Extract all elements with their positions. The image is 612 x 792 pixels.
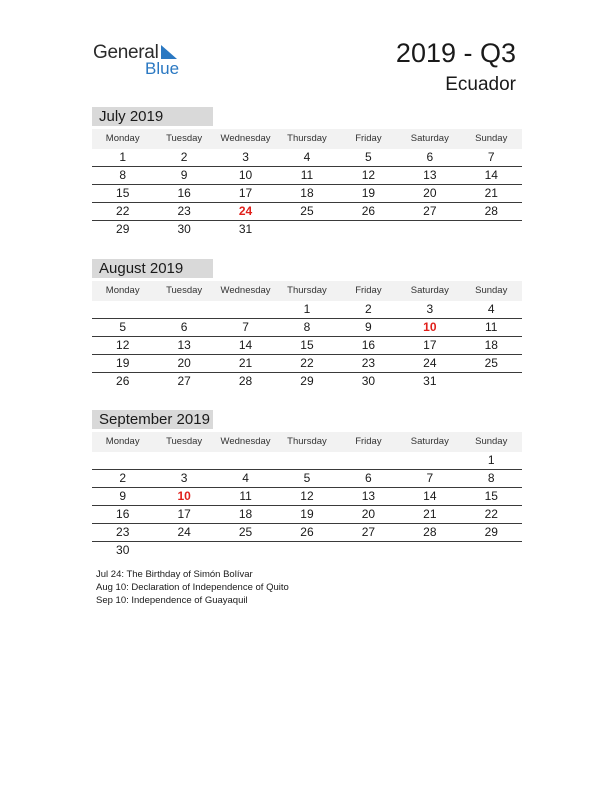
day-cell: 2 [180,150,188,164]
day-cell: 30 [361,374,376,388]
day-cell: 24 [177,525,191,539]
day-cell: 29 [300,374,314,388]
weekday-label: Wednesday [220,436,271,447]
week-row [92,149,522,167]
month-title: July 2019 [92,107,213,126]
logo-text-blue: Blue [145,59,180,78]
day-cell: 27 [423,204,437,218]
day-cell [338,221,399,238]
day-cell: 21 [238,356,253,370]
month-calendar [92,259,522,390]
day-cell: 8 [487,471,495,485]
day-cell [215,301,276,318]
day-cell: 11 [300,168,314,182]
day-cell: 18 [484,338,498,352]
day-cell: 23 [116,525,130,539]
holiday-note: Jul 24: The Birthday of Simón Bolívar [96,569,253,580]
day-cell [276,221,337,238]
day-cell: 26 [361,204,376,218]
day-cell: 6 [426,150,434,164]
holiday-day-cell: 24 [238,204,253,218]
day-cell [215,542,276,559]
page-title: 2019 - Q3 [395,38,516,68]
day-cell: 5 [119,320,127,334]
weekday-label: Tuesday [166,285,203,296]
day-cell [276,542,337,559]
weekday-label: Tuesday [166,436,203,447]
week-row [92,542,522,559]
day-cell: 31 [423,374,437,388]
day-cell: 24 [423,356,437,370]
day-cell: 22 [484,507,498,521]
day-cell: 18 [238,507,253,521]
day-cell [338,542,399,559]
day-cell: 28 [423,525,437,539]
weekday-label: Saturday [410,285,449,296]
day-cell [461,542,522,559]
day-cell [153,452,214,469]
day-cell: 4 [242,471,249,485]
day-cell [338,452,399,469]
day-cell: 3 [180,471,188,485]
day-cell: 5 [365,150,372,164]
weekday-label: Monday [105,285,140,296]
day-cell: 15 [116,186,130,200]
day-cell: 1 [487,453,495,467]
day-cell: 11 [239,489,252,503]
holiday-notes [96,568,289,607]
weekday-label: Monday [105,436,140,447]
day-cell: 6 [180,320,188,334]
week-row [92,506,522,524]
weekday-label: Saturday [410,436,449,447]
day-cell: 4 [487,302,495,316]
day-cell: 12 [361,168,376,182]
week-row [92,470,522,488]
day-cell: 20 [361,507,376,521]
week-row [92,452,522,470]
day-cell: 3 [242,150,249,164]
weekday-label: Friday [355,436,382,447]
day-cell: 9 [365,320,372,334]
day-cell: 6 [365,471,372,485]
day-cell: 28 [484,204,498,218]
day-cell: 13 [423,168,437,182]
generalblue-logo [93,40,193,80]
day-cell: 2 [365,302,372,316]
weekday-header-row [92,281,522,301]
week-row [92,319,522,337]
day-cell: 30 [116,543,130,557]
day-cell [92,452,153,469]
day-cell [461,221,522,238]
day-cell: 20 [177,356,191,370]
week-row [92,301,522,319]
day-cell: 2 [119,471,127,485]
week-row [92,185,522,203]
day-cell: 25 [238,525,253,539]
weekday-label: Friday [355,133,382,144]
week-row [92,203,522,221]
weekday-label: Thursday [287,285,327,296]
day-cell: 9 [119,489,127,503]
week-row [92,355,522,373]
day-cell: 11 [485,320,498,334]
day-cell: 22 [116,204,130,218]
weekday-label: Monday [105,133,140,144]
day-cell: 8 [119,168,127,182]
day-cell: 7 [426,471,434,485]
day-cell: 25 [484,356,498,370]
month-calendar [92,410,522,559]
weekday-label: Friday [355,285,382,296]
logo-triangle-icon [161,45,177,59]
day-cell [215,452,276,469]
day-cell: 19 [300,507,314,521]
weekday-header-row [92,432,522,452]
day-cell: 23 [361,356,376,370]
weekday-label: Sunday [475,285,508,296]
day-cell: 29 [116,222,130,236]
day-cell: 16 [116,507,130,521]
day-cell: 12 [116,338,130,352]
day-cell: 28 [238,374,253,388]
day-cell: 1 [119,150,127,164]
day-cell: 12 [300,489,314,503]
day-cell: 14 [238,338,253,352]
day-cell: 21 [423,507,437,521]
day-cell: 27 [177,374,191,388]
day-cell: 1 [303,302,311,316]
month-calendar [92,107,522,238]
day-cell: 26 [116,374,130,388]
day-cell [461,373,522,390]
day-cell: 13 [177,338,191,352]
weekday-label: Thursday [287,133,327,144]
day-cell: 10 [238,168,253,182]
day-cell: 27 [361,525,376,539]
day-cell: 5 [303,471,311,485]
weekday-label: Thursday [287,436,327,447]
day-cell: 17 [423,338,437,352]
day-cell: 30 [177,222,191,236]
day-cell: 22 [300,356,314,370]
day-cell [399,542,460,559]
week-row [92,221,522,238]
day-cell: 7 [487,150,495,164]
day-cell: 14 [423,489,437,503]
day-cell: 3 [426,302,434,316]
day-cell: 20 [423,186,437,200]
day-cell: 18 [300,186,314,200]
day-cell [399,221,460,238]
day-cell: 25 [300,204,314,218]
day-cell: 14 [484,168,498,182]
day-cell: 8 [303,320,311,334]
weekday-label: Wednesday [220,285,271,296]
weekday-label: Saturday [410,133,449,144]
day-cell: 15 [484,489,498,503]
day-cell [92,301,153,318]
logo-text-general: General [93,42,159,63]
day-cell: 16 [361,338,376,352]
holiday-note: Aug 10: Declaration of Independence of Quito [96,582,289,593]
week-row [92,337,522,355]
day-cell: 17 [177,507,191,521]
day-cell: 19 [116,356,130,370]
holiday-day-cell: 10 [423,320,437,334]
day-cell: 9 [180,168,188,182]
week-row [92,488,522,506]
month-title: August 2019 [92,259,213,278]
weekday-header-row [92,129,522,149]
day-cell: 16 [177,186,191,200]
weekday-label: Wednesday [220,133,271,144]
week-row [92,167,522,185]
day-cell: 13 [361,489,376,503]
day-cell: 31 [238,222,253,236]
month-title: September 2019 [92,410,213,429]
day-cell: 26 [300,525,314,539]
day-cell: 4 [303,150,311,164]
holiday-note: Sep 10: Independence of Guayaquil [96,595,248,606]
day-cell: 21 [484,186,498,200]
week-row [92,373,522,390]
holiday-day-cell: 10 [177,489,191,503]
day-cell [153,542,214,559]
day-cell [399,452,460,469]
day-cell [153,301,214,318]
day-cell: 15 [300,338,314,352]
day-cell: 7 [242,320,249,334]
weekday-label: Tuesday [166,133,203,144]
day-cell: 19 [361,186,376,200]
weekday-label: Sunday [475,133,508,144]
day-cell: 29 [484,525,498,539]
day-cell: 17 [238,186,253,200]
day-cell: 23 [177,204,191,218]
country-name: Ecuador [445,74,516,95]
day-cell [276,452,337,469]
weekday-label: Sunday [475,436,508,447]
week-row [92,524,522,542]
